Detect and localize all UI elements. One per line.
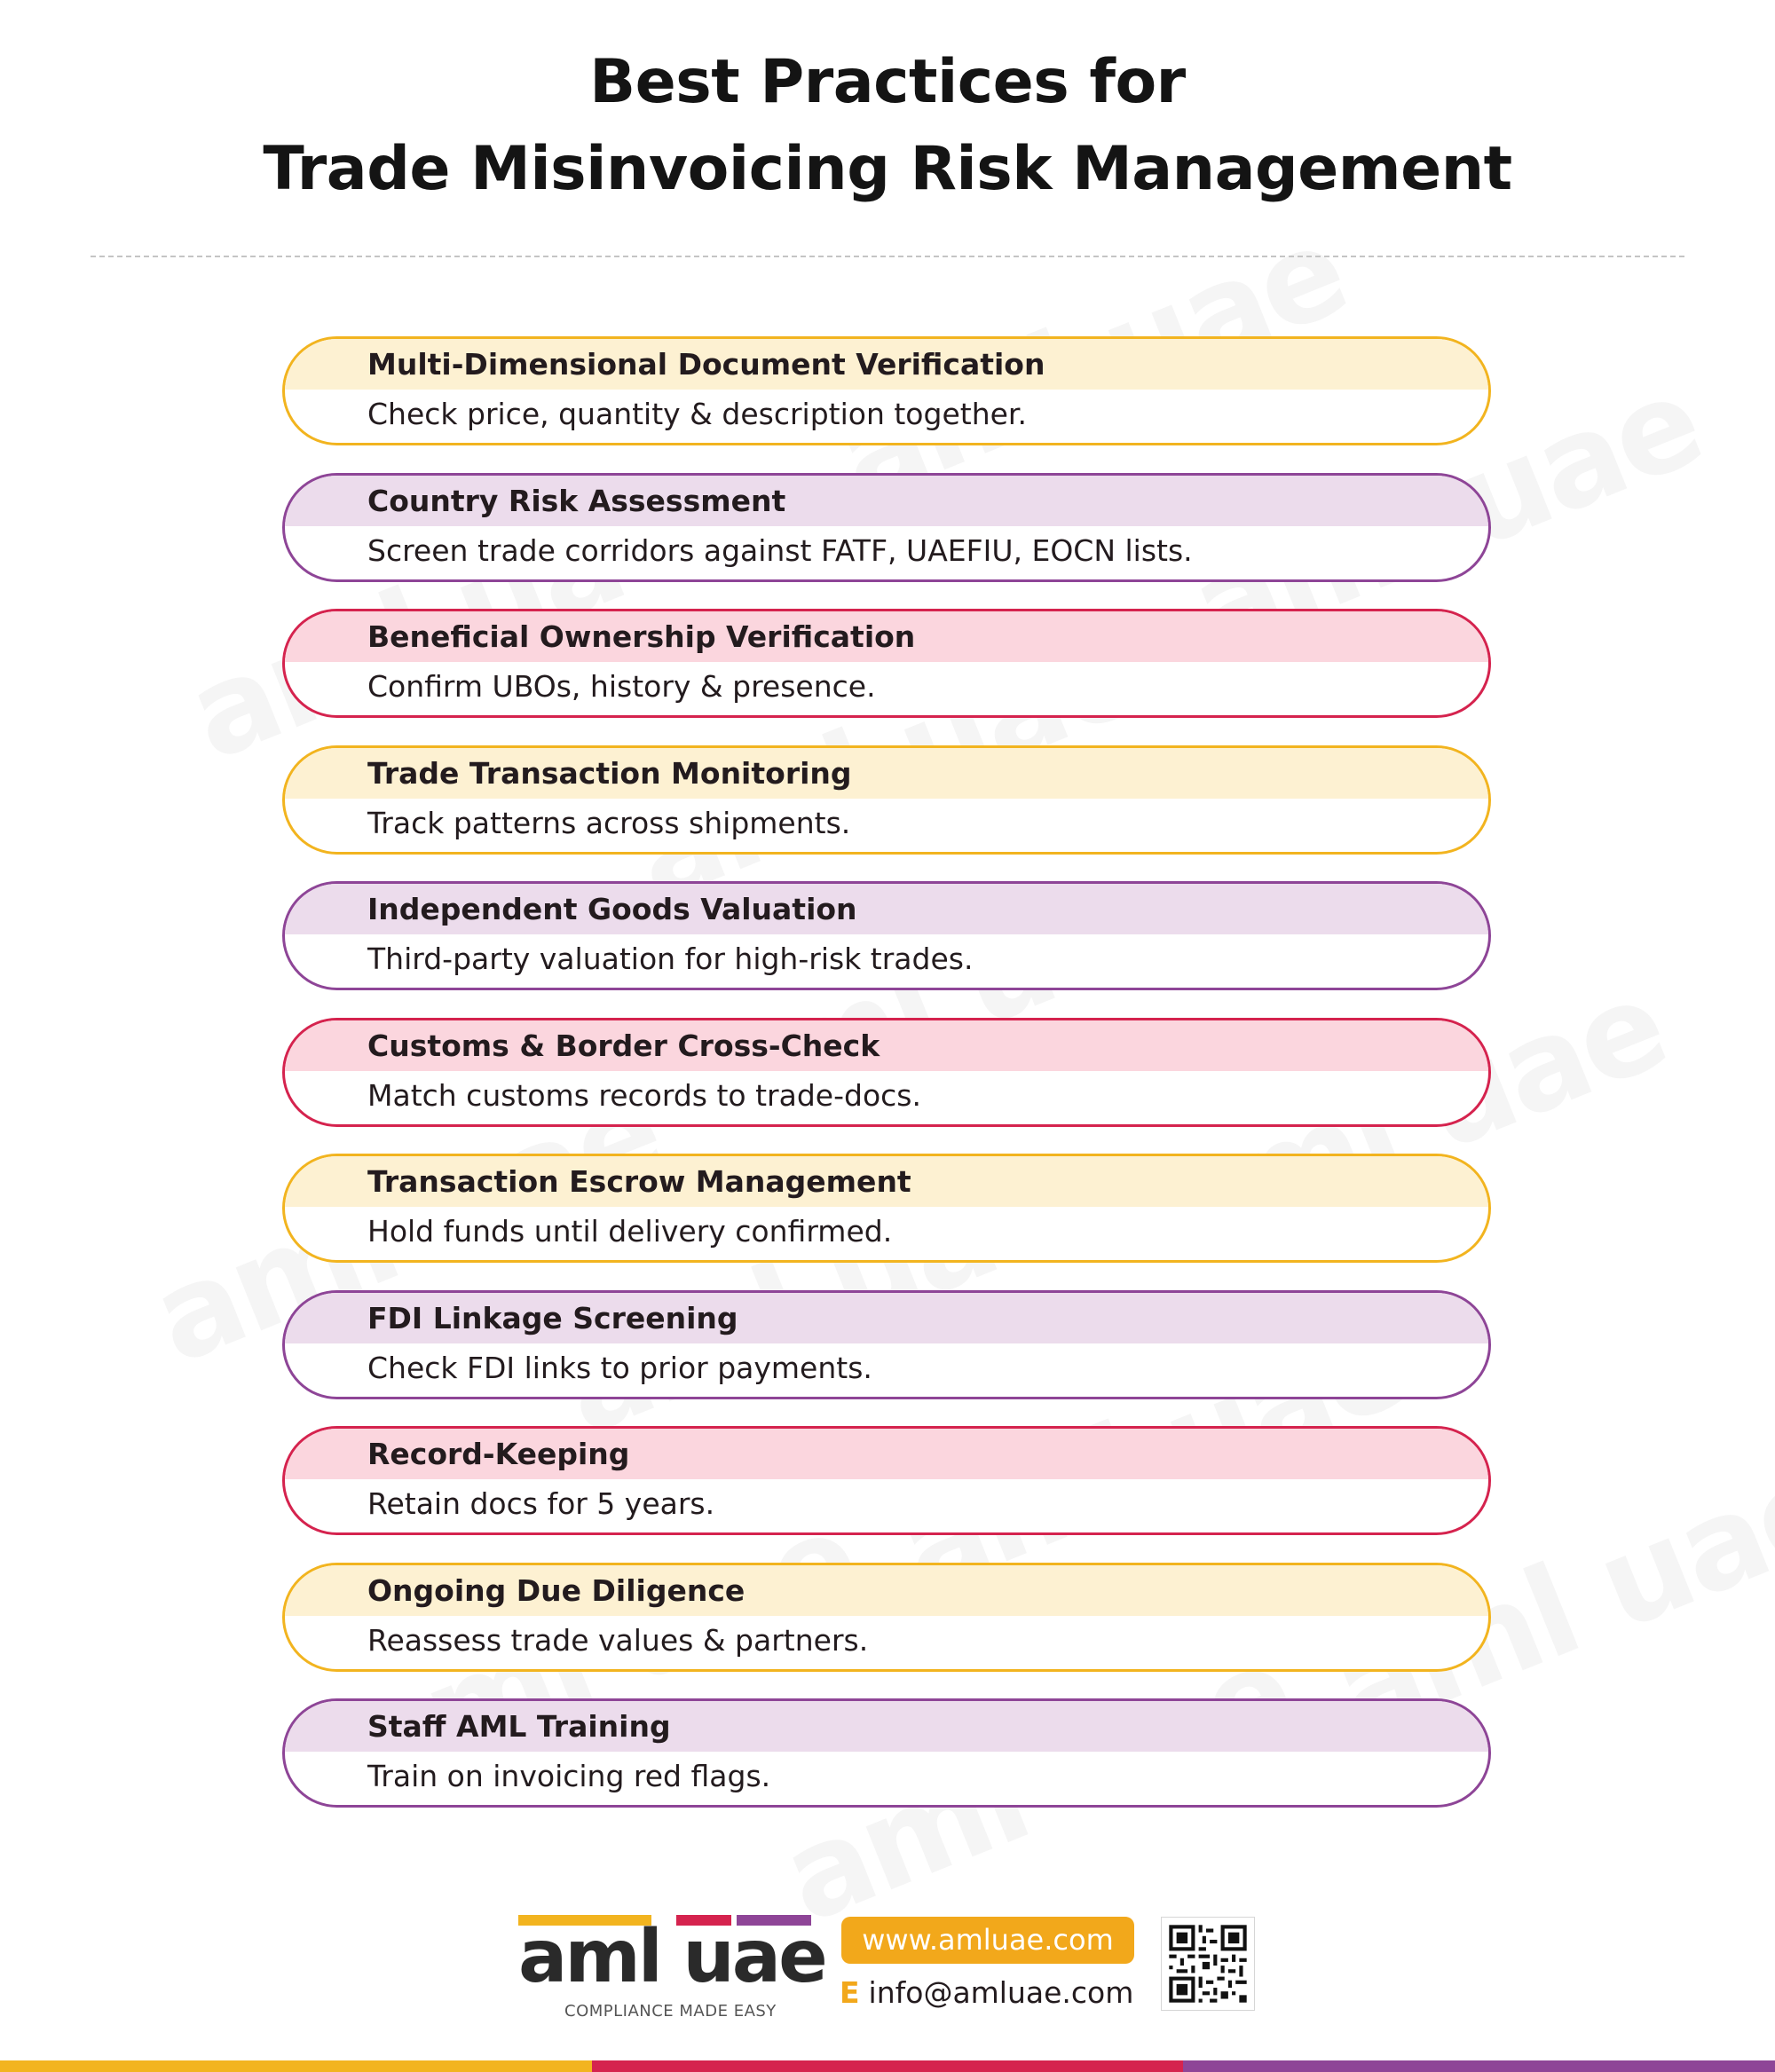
page-title (0, 39, 1775, 213)
practice-title: Multi-Dimensional Document Verification (367, 347, 1045, 382)
practice-title: Customs & Border Cross-Check (367, 1028, 880, 1063)
practice-title: Transaction Escrow Management (367, 1164, 911, 1199)
practice-description: Train on invoicing red flags. (367, 1759, 771, 1793)
practice-title: Record-Keeping (367, 1437, 630, 1471)
practice-title: FDI Linkage Screening (367, 1300, 738, 1335)
email-label: E (840, 1975, 860, 2010)
practice-description: Check price, quantity & description together. (367, 397, 1027, 431)
practices-list (282, 336, 1491, 1835)
logo-tagline: COMPLIANCE MADE EASY (564, 2002, 777, 2021)
qr-code-graphic (1162, 1918, 1254, 2010)
footer-stripe-pink (592, 2060, 1183, 2072)
website-link[interactable]: www.amluae.com (841, 1917, 1134, 1964)
practice-item (282, 609, 1491, 718)
practice-item (282, 745, 1491, 855)
practice-item (282, 1563, 1491, 1672)
practice-title: Beneficial Ownership Verification (367, 619, 916, 654)
practice-item (282, 1426, 1491, 1535)
practice-title: Staff AML Training (367, 1709, 671, 1744)
practice-description: Track patterns across shipments. (367, 805, 851, 840)
practice-title: Independent Goods Valuation (367, 892, 857, 926)
practice-description: Retain docs for 5 years. (367, 1486, 715, 1521)
practice-description: Match customs records to trade-docs. (367, 1077, 921, 1113)
practice-description: Screen trade corridors against FATF, UAEFIU, EOCN lists. (367, 532, 1193, 568)
practice-item (282, 1018, 1491, 1127)
amluae-logo (518, 1915, 825, 2021)
practice-item (282, 336, 1491, 445)
practice-description: Third-party valuation for high-risk trades. (367, 941, 974, 976)
footer-stripe-purple (1183, 2060, 1775, 2072)
practice-item (282, 473, 1491, 582)
email-address[interactable]: info@amluae.com (868, 1975, 1134, 2010)
email-contact[interactable] (840, 1974, 1133, 2013)
practice-item (282, 881, 1491, 990)
practice-description: Reassess trade values & partners. (367, 1622, 869, 1658)
dashed-divider (91, 256, 1684, 257)
page-title-line-2: Trade Misinvoicing Risk Management (263, 134, 1512, 204)
practice-description: Hold funds until delivery confirmed. (367, 1214, 893, 1249)
footer-stripe-yellow (0, 2060, 592, 2072)
practice-title: Country Risk Assessment (367, 483, 786, 518)
practice-description: Confirm UBOs, history & presence. (367, 669, 876, 704)
practice-item (282, 1290, 1491, 1399)
practice-title: Ongoing Due Diligence (367, 1572, 746, 1608)
logo-wordmark: aml uae (518, 1915, 825, 1999)
page-title-line-1: Best Practices for (589, 47, 1186, 117)
practice-item (282, 1698, 1491, 1808)
practice-item (282, 1154, 1491, 1263)
qr-code-icon (1161, 1917, 1255, 2011)
practice-title: Trade Transaction Monitoring (367, 755, 852, 791)
practice-description: Check FDI links to prior payments. (367, 1350, 872, 1385)
